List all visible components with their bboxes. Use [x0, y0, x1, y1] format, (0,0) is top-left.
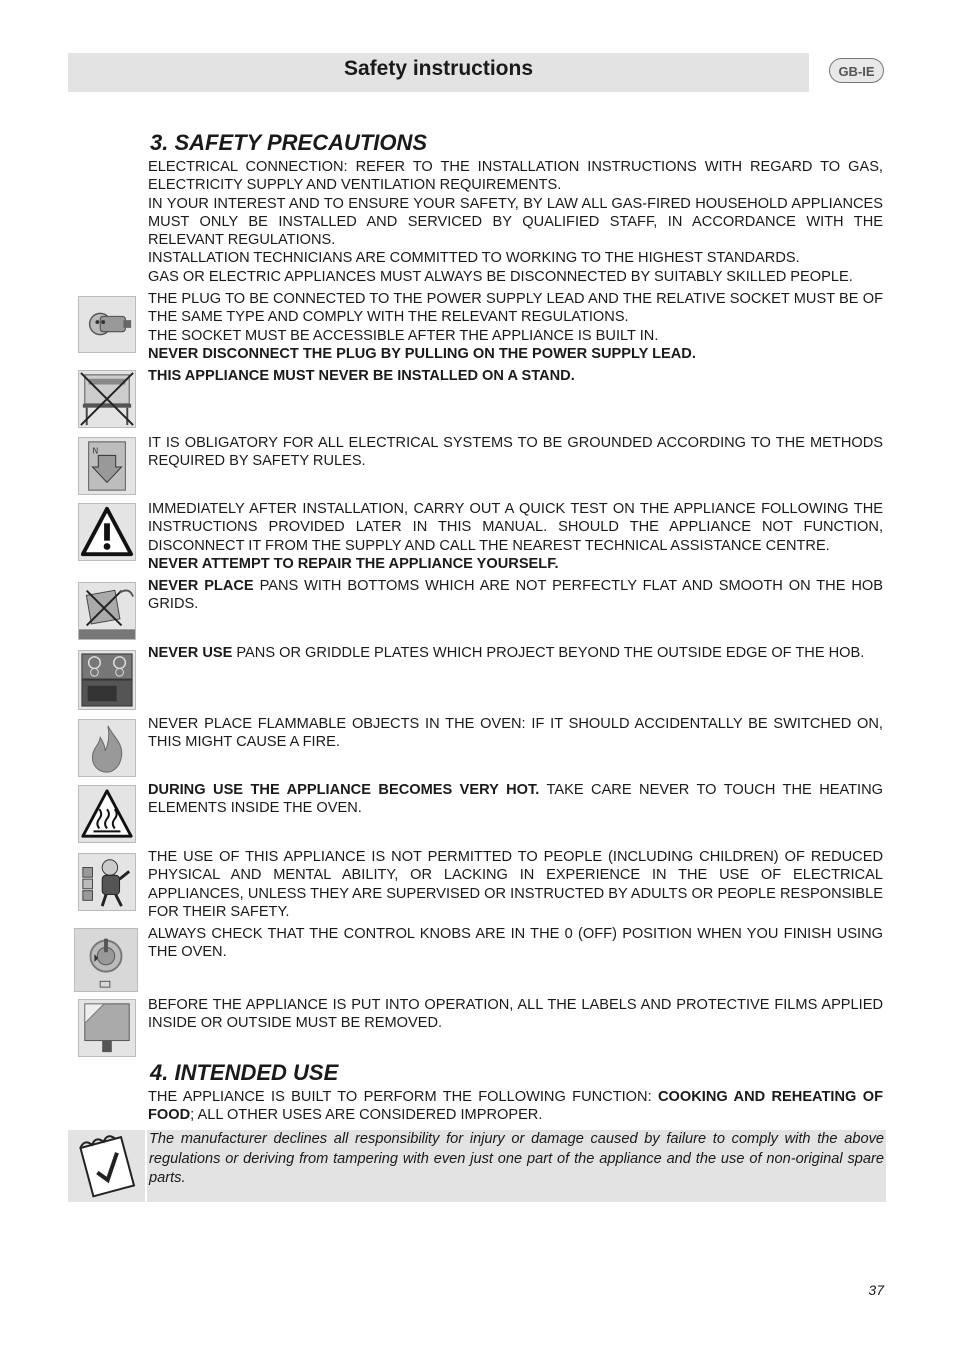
flat-pans-rest: PANS WITH BOTTOMS WHICH ARE NOT PERFECTLY FLAT AND SMOOTH ON THE HOB GRIDS.	[148, 578, 883, 613]
plug-icon	[78, 296, 136, 353]
protective-film-icon	[78, 999, 136, 1057]
language-badge: GB-IE	[829, 58, 884, 83]
children-icon	[78, 853, 136, 911]
flame-icon	[78, 719, 136, 777]
hob-icon	[78, 650, 136, 710]
intended-use-prefix: THE APPLIANCE IS BUILT TO PERFORM THE FOLLOWING FUNCTION:	[148, 1089, 658, 1105]
ground-icon	[78, 437, 136, 495]
labels-paragraph	[148, 996, 883, 1033]
plug-warning: NEVER DISCONNECT THE PLUG BY PULLING ON THE POWER SUPPLY LEAD.	[148, 345, 696, 362]
intro-line: ELECTRICAL CONNECTION: REFER TO THE INSTALLATION INSTRUCTIONS WITH REGARD TO GAS, ELECTRICITY SUPPLY AND VENTILATION REQUIREMENTS.	[148, 159, 883, 194]
intro-paragraphs	[148, 158, 883, 286]
test-text: IMMEDIATELY AFTER INSTALLATION, CARRY OUT A QUICK TEST ON THE APPLIANCE FOLLOWING THE INSTRUCTIONS PROVIDED LATER IN THIS MANUAL. SHOULD THE APPLIANCE NOT FUNCTION, DISCONNECT IT FROM THE SUPPLY AND CALL THE NEAREST TECHNICAL ASSISTANCE CENTRE.	[148, 501, 883, 554]
page-header-title: Safety instructions	[343, 57, 534, 80]
disclaimer-box	[147, 1130, 886, 1202]
intro-line: IN YOUR INTEREST AND TO ENSURE YOUR SAFETY, BY LAW ALL GAS-FIRED HOUSEHOLD APPLIANCES MUST ONLY BE INSTALLED AND SERVICED BY QUALIFIED STAFF, IN ACCORDANCE WITH THE RELEVANT REGULATIONS.	[148, 195, 883, 249]
intended-use-text	[148, 1088, 883, 1125]
flat-pans-paragraph	[148, 577, 883, 614]
ground-text: IT IS OBLIGATORY FOR ALL ELECTRICAL SYSTEMS TO BE GROUNDED ACCORDING TO THE METHODS REQUIRED BY SAFETY RULES.	[148, 435, 883, 470]
test-warning: NEVER ATTEMPT TO REPAIR THE APPLIANCE YOURSELF.	[148, 555, 559, 572]
hob-edge-text	[148, 644, 883, 662]
children-text: THE USE OF THIS APPLIANCE IS NOT PERMITTED TO PEOPLE (INCLUDING CHILDREN) OF REDUCED PHYSICAL AND MENTAL ABILITY, OR LACKING IN EXPERIENCE IN THE USE OF ELECTRICAL APPLIANCES, UNLESS THEY ARE SUPERVISED OR INSTRUCTED BY ADULTS OR PEOPLE RESPONSIBLE FOR THEIR SAFETY.	[148, 849, 883, 920]
flat-pans-bold: NEVER PLACE	[148, 578, 254, 594]
plug-line: THE PLUG TO BE CONNECTED TO THE POWER SUPPLY LEAD AND THE RELATIVE SOCKET MUST BE OF THE SAME TYPE AND COMPLY WITH THE RELEVANT REGULATIONS.	[148, 291, 883, 326]
hob-edge-bold: NEVER USE	[148, 645, 233, 661]
plug-line: THE SOCKET MUST BE ACCESSIBLE AFTER THE APPLIANCE IS BUILT IN.	[148, 327, 659, 344]
notebook-icon	[68, 1130, 145, 1202]
knobs-text: ALWAYS CHECK THAT THE CONTROL KNOBS ARE IN THE 0 (OFF) POSITION WHEN YOU FINISH USING THE OVEN.	[148, 926, 883, 961]
ground-paragraph	[148, 434, 883, 471]
stand-warning: THIS APPLIANCE MUST NEVER BE INSTALLED ON A STAND.	[148, 368, 575, 384]
section-title-safety-precautions: 3. SAFETY PRECAUTIONS	[150, 130, 428, 155]
hot-bold: DURING USE THE APPLIANCE BECOMES VERY HOT.	[148, 782, 540, 798]
hot-paragraph	[148, 781, 883, 818]
page-number: 37	[868, 1282, 884, 1298]
intro-line: INSTALLATION TECHNICIANS ARE COMMITTED TO WORKING TO THE HIGHEST STANDARDS.	[148, 250, 800, 267]
hot-text	[148, 781, 883, 818]
hot-rest: TAKE CARE NEVER TO TOUCH THE HEATING ELEMENTS INSIDE THE OVEN.	[148, 782, 884, 817]
warning-icon	[78, 503, 136, 561]
hot-surface-icon	[78, 785, 136, 843]
intended-use-paragraph	[148, 1088, 883, 1125]
plug-paragraph	[148, 290, 883, 363]
flammable-paragraph	[148, 715, 883, 752]
no-stand-icon	[78, 370, 136, 428]
children-paragraph	[148, 848, 883, 921]
svg-text:N: N	[92, 446, 99, 456]
disclaimer-text: The manufacturer declines all responsibility for injury or damage caused by failure to comply with the above regulations or deriving from tampering with even just one part of the appliance and the use of non-original spare parts.	[149, 1131, 884, 1186]
stand-paragraph	[148, 367, 883, 385]
knob-icon	[74, 928, 138, 992]
test-paragraph	[148, 500, 883, 573]
header-bar	[68, 53, 809, 92]
flat-pans-text	[148, 577, 883, 614]
hob-edge-rest: PANS OR GRIDDLE PLATES WHICH PROJECT BEYOND THE OUTSIDE EDGE OF THE HOB.	[232, 645, 865, 661]
section-title-intended-use: 4. INTENDED USE	[150, 1060, 339, 1085]
intro-line: GAS OR ELECTRIC APPLIANCES MUST ALWAYS BE DISCONNECTED BY SUITABLY SKILLED PEOPLE.	[148, 268, 853, 285]
intended-use-suffix: ; ALL OTHER USES ARE CONSIDERED IMPROPER.	[190, 1107, 543, 1124]
flammable-text: NEVER PLACE FLAMMABLE OBJECTS IN THE OVEN: IF IT SHOULD ACCIDENTALLY BE SWITCHED ON, THIS MIGHT CAUSE A FIRE.	[148, 716, 883, 751]
knobs-paragraph	[148, 925, 883, 962]
labels-text: BEFORE THE APPLIANCE IS PUT INTO OPERATION, ALL THE LABELS AND PROTECTIVE FILMS APPLIED INSIDE OR OUTSIDE MUST BE REMOVED.	[148, 997, 883, 1032]
hob-edge-paragraph	[148, 644, 883, 662]
flat-pan-icon	[78, 582, 136, 640]
intended-use-function: COOKING AND REHEATING OF FOOD	[148, 1089, 883, 1124]
